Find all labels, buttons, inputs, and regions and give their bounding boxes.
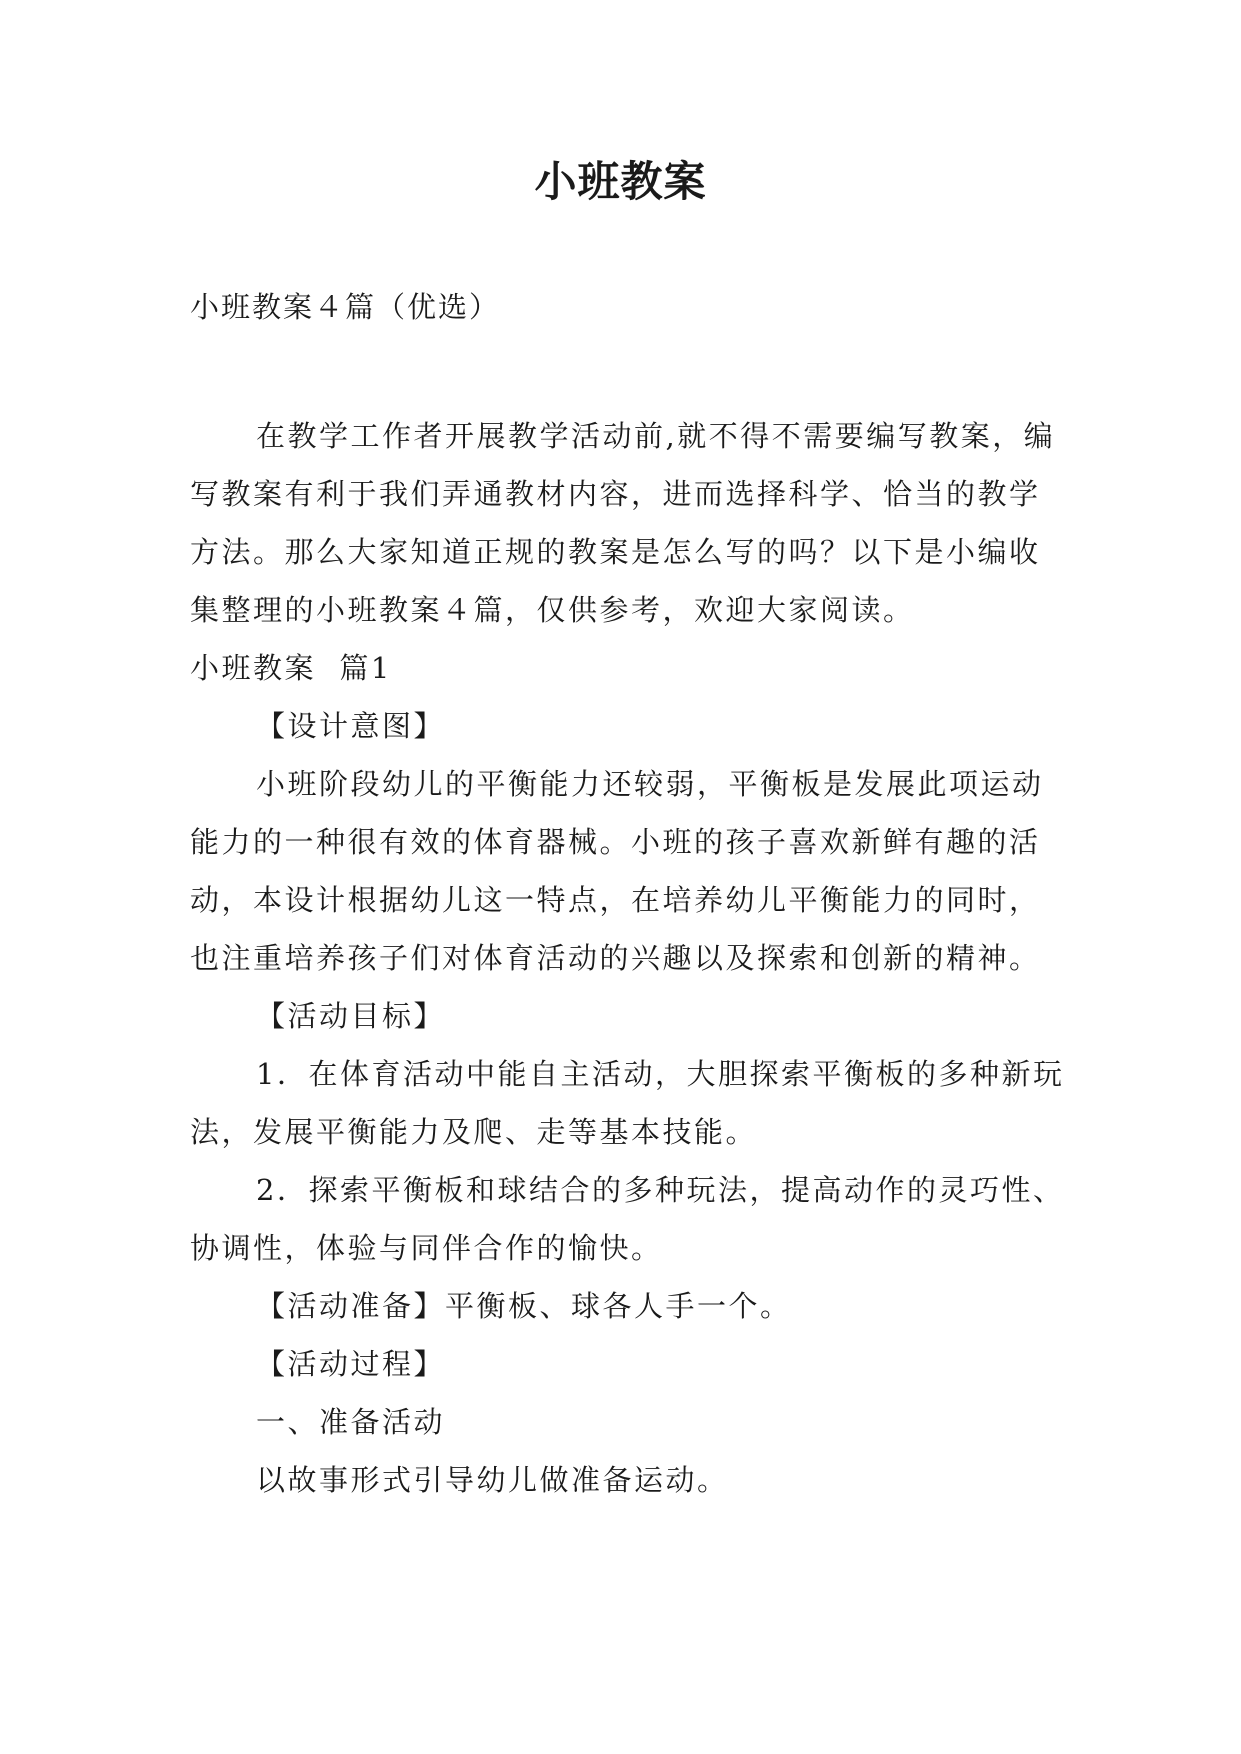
process-step-1-text: 以故事形式引导幼儿做准备运动。 (256, 1463, 729, 1497)
heading-activity-goals: 【活动目标】 (256, 999, 446, 1033)
goal-item-1: 1．在体育活动中能自主活动，大胆探索平衡板的多种新玩法，发展平衡能力及爬、走等基本技能。 (190, 1057, 1065, 1149)
heading-activity-process: 【活动过程】 (256, 1347, 446, 1381)
document-subtitle: 小班教案４篇（优选） (190, 290, 501, 324)
intro-paragraph: 在教学工作者开展教学活动前,就不得不需要编写教案，编写教案有利于我们弄通教材内容，进而选择科学、恰当的教学方法。那么大家知道正规的教案是怎么写的吗？以下是小编收集整理的小班教案４篇，仅供参考，欢迎大家阅读。 (190, 419, 1056, 627)
document-body (190, 407, 1070, 1509)
heading-design-intent: 【设计意图】 (256, 709, 446, 743)
process-step-1-heading: 一、准备活动 (256, 1405, 446, 1439)
section-heading-lesson-1: 小班教案 篇1 (190, 651, 392, 685)
design-intent-paragraph: 小班阶段幼儿的平衡能力还较弱，平衡板是发展此项运动能力的一种很有效的体育器械。小班的孩子喜欢新鲜有趣的活动，本设计根据幼儿这一特点，在培养幼儿平衡能力的同时，也注重培养孩子们对体育活动的兴趣以及探索和创新的精神。 (190, 767, 1044, 975)
document-title: 小班教案 (534, 157, 707, 206)
activity-preparation: 【活动准备】平衡板、球各人手一个。 (256, 1289, 792, 1323)
goal-item-2: 2．探索平衡板和球结合的多种玩法，提高动作的灵巧性、协调性，体验与同伴合作的愉快。 (190, 1173, 1065, 1265)
